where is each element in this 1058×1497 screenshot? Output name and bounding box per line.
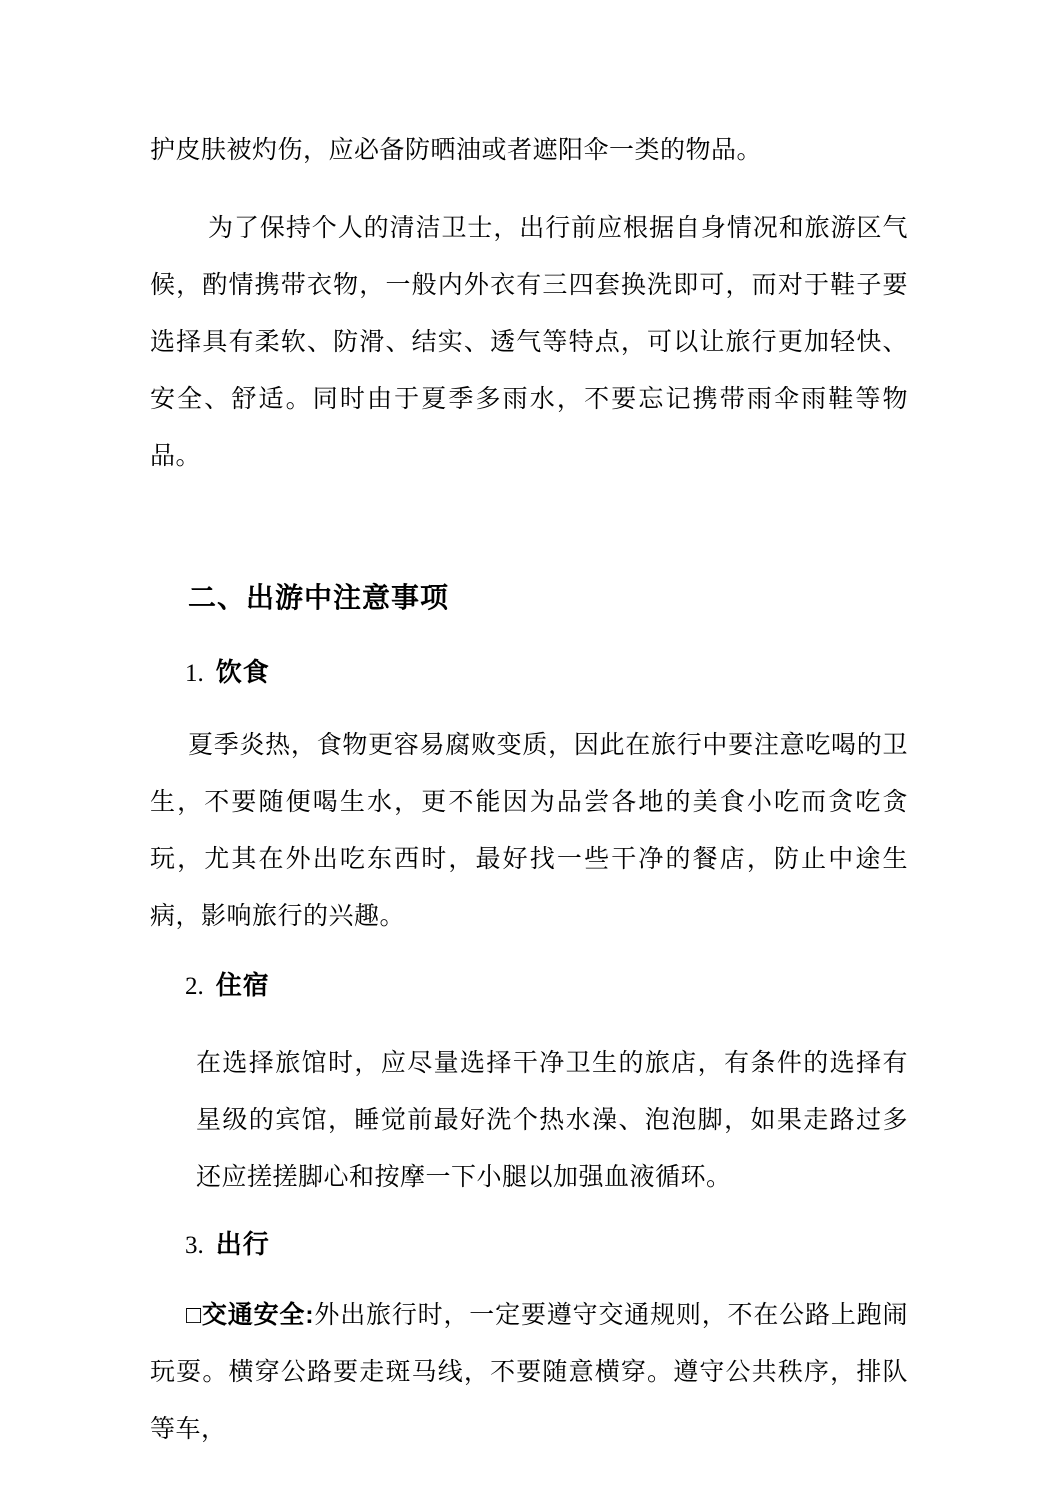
paragraph-food: 夏季炎热，食物更容易腐败变质，因此在旅行中要注意吃喝的卫生，不要随便喝生水，更不能因为品尝各地的美食小吃而贪吃贪玩，尤其在外出吃东西时，最好找一些干净的餐店，防止中途生病，影响旅行的兴趣。 bbox=[150, 731, 908, 930]
item-label-transport: 出行 bbox=[215, 1229, 270, 1259]
item-heading-transport bbox=[185, 1216, 908, 1274]
item-number: 1. bbox=[185, 660, 204, 687]
section-heading-during-travel: 二、出游中注意事项 bbox=[188, 582, 450, 613]
paragraph-lodging: 在选择旅馆时，应尽量选择干净卫生的旅店，有条件的选择有星级的宾馆，睡觉前最好洗个热水澡、泡泡脚，如果走路过多还应搓搓脚心和按摩一下小腿以加强血液循环。 bbox=[196, 1049, 908, 1191]
item-number: 2. bbox=[185, 973, 204, 1000]
traffic-safety-lead: □交通安全: bbox=[186, 1301, 315, 1329]
paragraph-traffic-safety bbox=[150, 1287, 908, 1458]
item-heading-lodging bbox=[185, 957, 908, 1015]
item-heading-food bbox=[185, 644, 908, 702]
traffic-safety-text: 外出旅行时，一定要遵守交通规则，不在公路上跑闹玩耍。横穿公路要走斑马线，不要随意横穿。遵守公共秩序，排队等车， bbox=[150, 1301, 908, 1443]
item-number: 3. bbox=[185, 1232, 204, 1259]
item-label-food: 饮食 bbox=[215, 657, 270, 687]
item-label-lodging: 住宿 bbox=[215, 970, 270, 1000]
paragraph-sunburn-tail: 护皮肤被灼伤，应必备防晒油或者遮阳伞一类的物品。 bbox=[150, 136, 763, 164]
paragraph-clothing-prep: 为了保持个人的清洁卫士，出行前应根据自身情况和旅游区气候，酌情携带衣物，一般内外衣有三四套换洗即可，而对于鞋子要选择具有柔软、防滑、结实、透气等特点，可以让旅行更加轻快、安全、舒适。同时由于夏季多雨水，不要忘记携带雨伞雨鞋等物品。 bbox=[150, 214, 908, 470]
